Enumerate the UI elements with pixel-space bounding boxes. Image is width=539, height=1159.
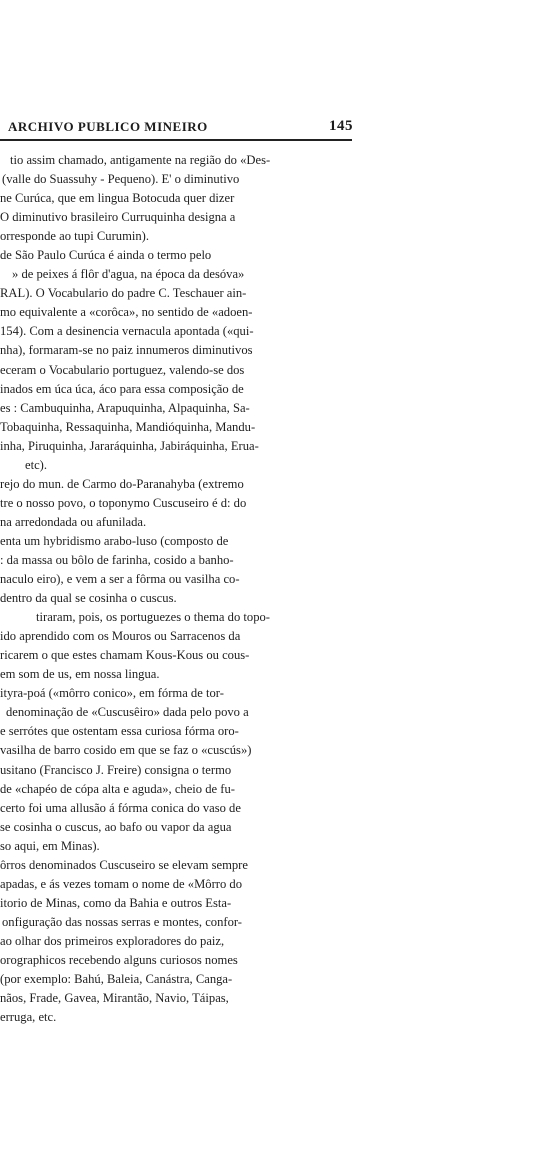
text-line: es : Cambuquinha, Arapuquinha, Alpaquinha, Sa- bbox=[0, 400, 250, 415]
text-line: denominação de «Cuscusêiro» dada pelo povo a bbox=[6, 705, 249, 720]
text-line: tre o nosso povo, o toponymo Cuscuseiro é d: do bbox=[0, 495, 247, 510]
text-line: ido aprendido com os Mouros ou Sarracenos da bbox=[0, 629, 241, 644]
text-line: inha, Piruquinha, Jararáquinha, Jabiráquinha, Erua- bbox=[0, 438, 259, 453]
text-line: tiraram, pois, os portuguezes o thema do topo- bbox=[36, 610, 270, 625]
text-line: de São Paulo Curúca é ainda o termo pelo bbox=[0, 248, 212, 263]
text-line: 154). Com a desinencia vernacula apontada («qui- bbox=[0, 324, 254, 339]
page-number: 145 bbox=[329, 118, 353, 134]
page-header bbox=[0, 115, 357, 139]
text-line: inados em úca úca, áco para essa composição de bbox=[0, 381, 244, 396]
running-title: ARCHIVO PUBLICO MINEIRO bbox=[8, 119, 208, 134]
text-line: erruga, etc. bbox=[0, 1010, 57, 1025]
text-line: apadas, e ás vezes tomam o nome de «Môrro do bbox=[0, 876, 243, 891]
text-line: eceram o Vocabulario portuguez, valendo-se dos bbox=[0, 362, 245, 377]
text-line: ôrros denominados Cuscuseiro se elevam sempre bbox=[0, 857, 248, 872]
text-line: vasilha de barro cosido em que se faz o «cuscús») bbox=[0, 743, 252, 758]
text-line: usitano (Francisco J. Freire) consigna o termo bbox=[0, 762, 232, 777]
text-line: se cosinha o cuscus, ao bafo ou vapor da agua bbox=[0, 819, 232, 834]
text-line: de «chapéo de cópa alta e aguda», cheio de fu- bbox=[0, 781, 235, 796]
text-line: ne Curúca, que em lingua Botocuda quer dizer bbox=[0, 191, 235, 206]
text-line: e serrótes que ostentam essa curiosa fórma oro- bbox=[0, 724, 239, 739]
text-line: ityra-poá («môrro conico», em fórma de tor- bbox=[0, 686, 224, 701]
text-line: RAL). O Vocabulario do padre C. Teschauer ain- bbox=[0, 286, 247, 301]
text-line: enta um hybridismo arabo-luso (composto de bbox=[0, 533, 229, 548]
text-line: orographicos recebendo alguns curiosos nomes bbox=[0, 952, 238, 967]
text-line: nãos, Frade, Gavea, Mirantão, Navio, Táipas, bbox=[0, 991, 229, 1006]
text-line: itorio de Minas, como da Bahia e outros Esta- bbox=[0, 895, 232, 910]
text-line: orresponde ao tupi Curumin). bbox=[0, 229, 149, 244]
text-line: » de peixes á flôr d'agua, na época da desóva» bbox=[12, 267, 245, 282]
text-line: (valle do Suassuhy - Pequeno). E' o diminutivo bbox=[2, 172, 240, 187]
text-line: O diminutivo brasileiro Curruquinha designa a bbox=[0, 210, 236, 225]
text-line: so aqui, em Minas). bbox=[0, 838, 100, 853]
text-line: nha), formaram-se no paiz innumeros diminutivos bbox=[0, 343, 253, 358]
text-line: tio assim chamado, antigamente na região do «Des- bbox=[10, 153, 271, 167]
text-line: etc). bbox=[25, 457, 48, 472]
text-line: na arredondada ou afunilada. bbox=[0, 514, 147, 529]
text-line: ao olhar dos primeiros exploradores do paiz, bbox=[0, 933, 225, 948]
text-line: certo foi uma allusão á fórma conica do vaso de bbox=[0, 800, 241, 815]
text-line: naculo eiro), e vem a ser a fôrma ou vasilha co- bbox=[0, 572, 240, 587]
text-line: : da massa ou bôlo de farinha, cosido a banho- bbox=[0, 552, 234, 567]
text-line: ricarem o que estes chamam Kous-Kous ou cous- bbox=[0, 648, 250, 663]
text-line: dentro da qual se cosinha o cuscus. bbox=[0, 591, 177, 606]
text-line: Tobaquinha, Ressaquinha, Mandióquinha, Mandu- bbox=[0, 419, 256, 434]
header-rule bbox=[0, 139, 352, 141]
text-line: (por exemplo: Bahú, Baleia, Canástra, Canga- bbox=[0, 972, 233, 987]
text-line: rejo do mun. de Carmo do-Paranahyba (extremo bbox=[0, 476, 244, 491]
body-text bbox=[0, 151, 360, 1027]
text-line: onfiguração das nossas serras e montes, confor- bbox=[2, 914, 243, 929]
text-line: em som de us, em nossa lingua. bbox=[0, 667, 160, 682]
text-line: mo equivalente a «corôca», no sentido de «adoen- bbox=[0, 305, 253, 320]
